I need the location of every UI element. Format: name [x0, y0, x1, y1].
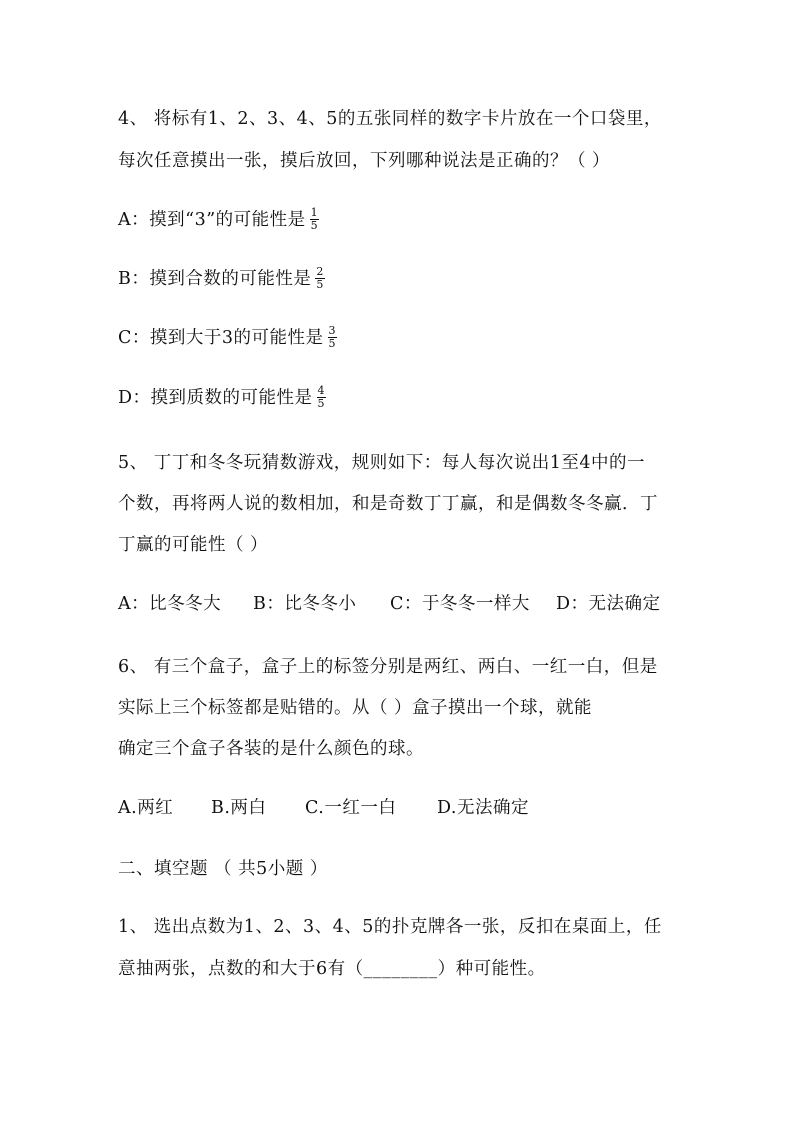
q6-line-1: 6、 有三个盒子，盒子上的标签分别是两红、两白、一红一白，但是 — [118, 657, 658, 677]
fraction — [317, 385, 327, 410]
fraction-numerator: 3 — [328, 324, 337, 337]
fill1-line-1: 1、 选出点数为1、2、3、4、5的扑克牌各一张，反扣在桌面上，任 — [118, 917, 662, 937]
q5-options — [118, 592, 661, 616]
q6-option-a: A.两红 — [118, 798, 174, 818]
q5-option-a: A：比冬冬大 — [118, 594, 222, 614]
fraction — [310, 207, 320, 232]
q4-line-1: 4、 将标有1、2、3、4、5的五张同样的数字卡片放在一个口袋里， — [118, 109, 662, 129]
fraction — [328, 325, 338, 350]
q4-option-b-text: B：摸到合数的可能性是 — [118, 269, 312, 289]
q5-option-c: C：于冬冬一样大 — [390, 594, 530, 614]
q6-line-3: 确定三个盒子各装的是什么颜色的球。 — [118, 739, 424, 759]
q6-options — [118, 796, 529, 820]
q5-line-3: 丁赢的可能性（ ） — [118, 535, 269, 555]
q6-option-b: B.两白 — [211, 798, 267, 818]
fraction-numerator: 1 — [310, 206, 319, 219]
q6-option-c: C.一红一白 — [305, 798, 397, 818]
q4-line-2: 每次任意摸出一张，摸后放回，下列哪种说法是正确的？（ ） — [118, 151, 611, 171]
q6-line-2: 实际上三个标签都是贴错的。从（ ）盒子摸出一个球，就能 — [118, 698, 593, 718]
fraction-denominator: 5 — [328, 337, 337, 350]
fraction — [315, 266, 325, 291]
q4-option-a-text: A：摸到“3”的可能性是 — [118, 210, 306, 230]
q4-option-a — [118, 208, 319, 233]
fill1-line-2: 意抽两张，点数的和大于6有（________）种可能性。 — [118, 959, 546, 979]
q6-option-d: D.无法确定 — [437, 798, 529, 818]
fraction-denominator: 5 — [310, 219, 319, 232]
fraction-denominator: 5 — [316, 278, 324, 291]
q5-option-b: B：比冬冬小 — [253, 594, 357, 614]
q4-option-c-text: C：摸到大于3的可能性是 — [118, 328, 324, 348]
q5-option-d: D：无法确定 — [556, 594, 661, 614]
q4-option-d-text: D：摸到质数的可能性是 — [118, 388, 313, 408]
fraction-numerator: 4 — [317, 384, 326, 397]
fraction-numerator: 2 — [316, 265, 324, 278]
q5-line-1: 5、 丁丁和冬冬玩猜数游戏，规则如下：每人每次说出1至4中的一 — [118, 453, 645, 473]
q4-option-d — [118, 386, 326, 411]
q4-option-b — [118, 267, 325, 292]
fraction-denominator: 5 — [317, 397, 326, 410]
section-heading: 二、填空题 （ 共5小题 ） — [118, 859, 328, 879]
q4-option-c — [118, 326, 337, 351]
q5-line-2: 个数，再将两人说的数相加，和是奇数丁丁赢，和是偶数冬冬赢．丁 — [118, 494, 658, 514]
